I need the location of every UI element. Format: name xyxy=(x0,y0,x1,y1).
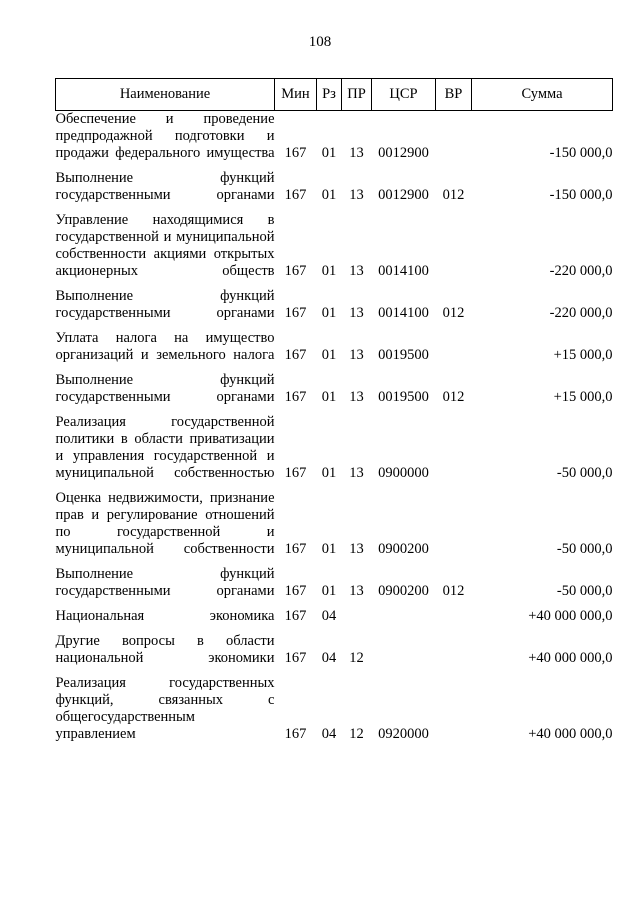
cell-pr: 13 xyxy=(349,583,364,599)
table-row xyxy=(56,170,613,212)
cell-vr xyxy=(436,675,472,751)
cell-pr: 13 xyxy=(349,263,364,279)
cell-vr xyxy=(436,633,472,675)
cell-csr: 0900000 xyxy=(378,465,429,481)
table-row xyxy=(56,566,613,608)
header-rz: Рз xyxy=(317,79,342,111)
cell-min: 167 xyxy=(284,347,307,363)
header-vr: ВР xyxy=(436,79,472,111)
cell-sum: +40 000 000,0 xyxy=(528,726,613,742)
cell-csr: 0019500 xyxy=(378,347,429,363)
cell-name: Выполнение функций государственными органами xyxy=(55,566,275,599)
cell-csr xyxy=(372,608,436,633)
header-name: Наименование xyxy=(56,79,275,111)
page-number: 108 xyxy=(308,34,332,50)
cell-rz: 01 xyxy=(321,465,337,481)
cell-sum: -150 000,0 xyxy=(549,187,613,203)
cell-name: Другие вопросы в области национальной экономики xyxy=(55,633,275,666)
cell-pr: 12 xyxy=(349,726,364,742)
cell-csr xyxy=(372,633,436,675)
cell-csr: 0012900 xyxy=(378,145,429,161)
cell-vr xyxy=(436,414,472,490)
cell-vr xyxy=(436,212,472,288)
header-csr: ЦСР xyxy=(372,79,436,111)
cell-name: Реализация государственных функций, связанных с общегосударственным управлением xyxy=(55,675,275,742)
cell-name: Реализация государственной политики в области приватизации и управления государственной и муниципальной собственностью xyxy=(55,414,275,481)
cell-csr: 0900200 xyxy=(378,541,429,557)
cell-name: Уплата налога на имущество организаций и земельного налога xyxy=(55,330,275,363)
cell-pr: 13 xyxy=(349,145,364,161)
cell-min: 167 xyxy=(284,650,307,666)
cell-min: 167 xyxy=(284,145,307,161)
cell-name: Выполнение функций государственными органами xyxy=(55,372,275,405)
cell-vr: 012 xyxy=(442,389,465,405)
cell-rz: 04 xyxy=(321,608,337,624)
cell-vr xyxy=(436,608,472,633)
cell-rz: 01 xyxy=(321,347,337,363)
cell-name: Выполнение функций государственными органами xyxy=(55,170,275,203)
cell-min: 167 xyxy=(284,187,307,203)
cell-sum: -220 000,0 xyxy=(549,263,613,279)
cell-vr xyxy=(436,330,472,372)
cell-rz: 01 xyxy=(321,541,337,557)
cell-rz: 01 xyxy=(321,583,337,599)
table-row xyxy=(56,675,613,751)
cell-pr: 13 xyxy=(349,465,364,481)
header-pr: ПР xyxy=(342,79,372,111)
cell-csr: 0014100 xyxy=(378,305,429,321)
header-min: Мин xyxy=(275,79,317,111)
table-row xyxy=(56,330,613,372)
cell-rz: 01 xyxy=(321,305,337,321)
table-row xyxy=(56,288,613,330)
cell-pr: 12 xyxy=(349,650,364,666)
cell-rz: 01 xyxy=(321,389,337,405)
cell-sum: -150 000,0 xyxy=(549,145,613,161)
cell-csr: 0019500 xyxy=(378,389,429,405)
cell-sum: -50 000,0 xyxy=(556,541,613,557)
table-header-row xyxy=(56,79,613,111)
cell-min: 167 xyxy=(284,305,307,321)
cell-min: 167 xyxy=(284,583,307,599)
cell-name: Оценка недвижимости, признание прав и регулирование отношений по государственной и муниципальной собственности xyxy=(55,490,275,557)
cell-sum: +15 000,0 xyxy=(553,347,613,363)
cell-pr: 13 xyxy=(349,347,364,363)
cell-sum: +40 000 000,0 xyxy=(528,608,613,624)
cell-min: 167 xyxy=(284,465,307,481)
cell-csr: 0014100 xyxy=(378,263,429,279)
cell-rz: 04 xyxy=(321,650,337,666)
table-row xyxy=(56,633,613,675)
table-row xyxy=(56,414,613,490)
table-row xyxy=(56,111,613,171)
cell-sum: -50 000,0 xyxy=(556,583,613,599)
cell-pr xyxy=(342,608,372,633)
cell-vr: 012 xyxy=(442,187,465,203)
cell-csr: 0900200 xyxy=(378,583,429,599)
cell-pr: 13 xyxy=(349,305,364,321)
cell-sum: -50 000,0 xyxy=(556,465,613,481)
cell-vr: 012 xyxy=(442,583,465,599)
cell-pr: 13 xyxy=(349,541,364,557)
cell-sum: +15 000,0 xyxy=(553,389,613,405)
cell-rz: 01 xyxy=(321,187,337,203)
cell-vr: 012 xyxy=(442,305,465,321)
cell-name: Выполнение функций государственными органами xyxy=(55,288,275,321)
cell-vr xyxy=(436,111,472,171)
cell-name: Национальная экономика xyxy=(55,608,275,624)
cell-rz: 01 xyxy=(321,263,337,279)
table-row xyxy=(56,372,613,414)
cell-csr: 0920000 xyxy=(378,726,429,742)
cell-min: 167 xyxy=(284,541,307,557)
table-row xyxy=(56,490,613,566)
cell-rz: 01 xyxy=(321,145,337,161)
cell-rz: 04 xyxy=(321,726,337,742)
cell-pr: 13 xyxy=(349,389,364,405)
cell-min: 167 xyxy=(284,389,307,405)
cell-min: 167 xyxy=(284,608,307,624)
header-sum: Сумма xyxy=(472,79,613,111)
cell-min: 167 xyxy=(284,726,307,742)
cell-sum: -220 000,0 xyxy=(549,305,613,321)
cell-sum: +40 000 000,0 xyxy=(528,650,613,666)
cell-csr: 0012900 xyxy=(378,187,429,203)
budget-table xyxy=(55,78,613,751)
cell-vr xyxy=(436,490,472,566)
cell-name: Управление находящимися в государственной и муниципальной собственности акциями открытых акционерных обществ xyxy=(55,212,275,279)
cell-min: 167 xyxy=(284,263,307,279)
table-row xyxy=(56,212,613,288)
cell-name: Обеспечение и проведение предпродажной подготовки и продажи федерального имущества xyxy=(55,111,275,161)
table-row xyxy=(56,608,613,633)
cell-pr: 13 xyxy=(349,187,364,203)
